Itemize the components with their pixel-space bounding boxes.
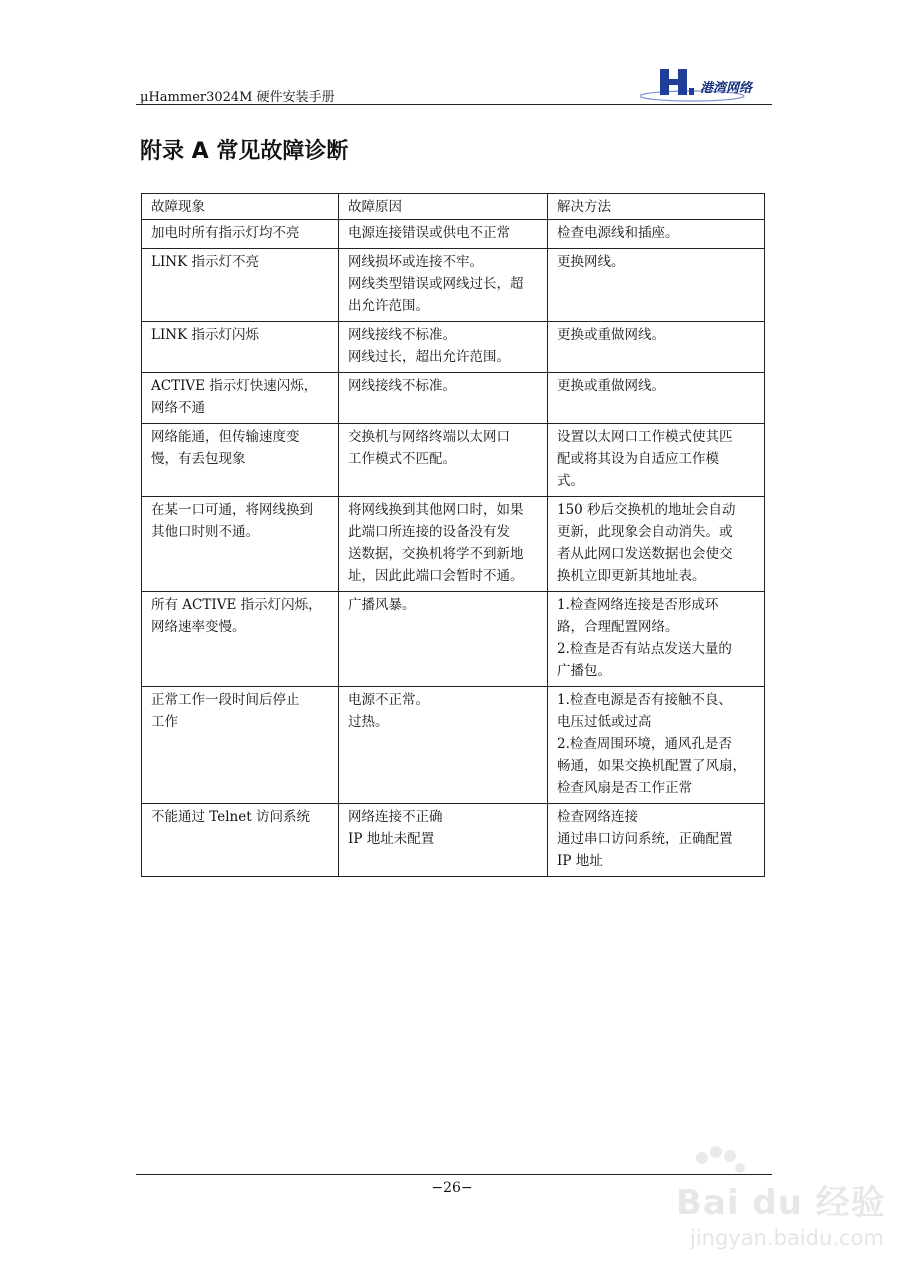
table-row: [142, 322, 765, 373]
cause-line: 址，因此此端口会暂时不通。: [348, 568, 524, 584]
solution-line: 2.检查周围环境，通风孔是否: [557, 736, 732, 752]
header-divider: [136, 104, 772, 105]
table-row: [142, 592, 765, 687]
solution-line: 2.检查是否有站点发送大量的: [557, 641, 732, 657]
symptom-line: 网络能通，但传输速度变: [151, 429, 300, 445]
symptom-line: 网络速率变慢。: [151, 619, 246, 635]
cell-cause: [339, 373, 548, 424]
cause-line: 电源不正常。: [348, 692, 429, 708]
table-row: [142, 249, 765, 322]
cell-solution: [548, 373, 765, 424]
document-header-title: μHammer3024M 硬件安装手册: [140, 90, 335, 105]
solution-line: 更换网线。: [557, 254, 625, 270]
cell-symptom: [142, 497, 339, 592]
symptom-line: LINK 指示灯闪烁: [151, 327, 259, 343]
solution-line: 配或将其设为自适应工作模: [557, 451, 719, 467]
cell-solution: [548, 687, 765, 804]
symptom-line: 加电时所有指示灯均不亮: [151, 225, 300, 241]
solution-line: 1.检查网络连接是否形成环: [557, 597, 719, 613]
company-logo: [640, 66, 770, 102]
cause-line: 网线过长，超出允许范围。: [348, 349, 510, 365]
cell-symptom: [142, 592, 339, 687]
cause-line: IP 地址未配置: [348, 831, 435, 847]
cell-solution: [548, 804, 765, 877]
table-header-row: [142, 194, 765, 220]
solution-line: 更换或重做网线。: [557, 378, 665, 394]
header-symptom: 故障现象: [142, 194, 339, 220]
solution-line: 更换或重做网线。: [557, 327, 665, 343]
cell-cause: [339, 424, 548, 497]
solution-line: 路，合理配置网络。: [557, 619, 679, 635]
cause-line: 广播风暴。: [348, 597, 416, 613]
table-row: [142, 424, 765, 497]
table-row: [142, 687, 765, 804]
symptom-line: 网络不通: [151, 400, 205, 416]
header-cause: 故障原因: [339, 194, 548, 220]
symptom-line: 慢，有丢包现象: [151, 451, 246, 467]
cause-line: 送数据，交换机将学不到新地: [348, 546, 524, 562]
symptom-line: 在某一口可通，将网线换到: [151, 502, 313, 518]
page-number: −26−: [431, 1180, 473, 1196]
table-row: [142, 220, 765, 249]
solution-line: 换机立即更新其地址表。: [557, 568, 706, 584]
solution-line: IP 地址: [557, 853, 603, 869]
solution-line: 电压过低或过高: [557, 714, 652, 730]
cell-symptom: [142, 687, 339, 804]
watermark-url: jingyan.baidu.com: [690, 1226, 884, 1250]
cause-line: 过热。: [348, 714, 389, 730]
cell-symptom: [142, 249, 339, 322]
cell-cause: [339, 220, 548, 249]
page-title: 附录 A 常见故障诊断: [140, 139, 349, 164]
table-row: [142, 804, 765, 877]
solution-line: 检查网络连接: [557, 809, 638, 825]
cause-line: 电源连接错误或供电不正常: [348, 225, 510, 241]
cell-solution: [548, 220, 765, 249]
solution-line: 设置以太网口工作模式使其匹: [557, 429, 733, 445]
solution-line: 150 秒后交换机的地址会自动: [557, 502, 736, 518]
symptom-line: 其他口时则不通。: [151, 524, 259, 540]
solution-line: 广播包。: [557, 663, 611, 679]
cause-line: 工作模式不匹配。: [348, 451, 456, 467]
symptom-line: 正常工作一段时间后停止: [151, 692, 300, 708]
table-row: [142, 497, 765, 592]
table-row: [142, 373, 765, 424]
header-solution: 解决方法: [548, 194, 765, 220]
cell-symptom: [142, 424, 339, 497]
symptom-line: ACTIVE 指示灯快速闪烁，: [151, 378, 318, 394]
cell-symptom: [142, 373, 339, 424]
cell-solution: [548, 424, 765, 497]
solution-line: 检查电源线和插座。: [557, 225, 679, 241]
solution-line: 通过串口访问系统，正确配置: [557, 831, 733, 847]
cell-symptom: [142, 804, 339, 877]
symptom-line: 所有 ACTIVE 指示灯闪烁，: [151, 597, 322, 613]
cell-symptom: [142, 220, 339, 249]
cause-line: 网络连接不正确: [348, 809, 443, 825]
watermark: [640, 1140, 890, 1270]
solution-line: 1.检查电源是否有接触不良、: [557, 692, 732, 708]
logo-text: 港湾网络: [700, 81, 753, 96]
cause-line: 交换机与网络终端以太网口: [348, 429, 510, 445]
cell-solution: [548, 322, 765, 373]
solution-line: 畅通，如果交换机配置了风扇，: [557, 758, 746, 774]
cell-cause: [339, 322, 548, 373]
cell-cause: [339, 497, 548, 592]
cause-line: 此端口所连接的设备没有发: [348, 524, 510, 540]
cell-symptom: [142, 322, 339, 373]
symptom-line: 不能通过 Telnet 访问系统: [151, 809, 310, 825]
cell-solution: [548, 592, 765, 687]
symptom-line: 工作: [151, 714, 178, 730]
cell-cause: [339, 687, 548, 804]
solution-line: 式。: [557, 473, 584, 489]
symptom-line: LINK 指示灯不亮: [151, 254, 259, 270]
cell-cause: [339, 249, 548, 322]
cause-line: 网线损坏或连接不牢。: [348, 254, 483, 270]
cause-line: 网线类型错误或网线过长，超: [348, 276, 524, 292]
cell-cause: [339, 592, 548, 687]
solution-line: 更新，此现象会自动消失。或: [557, 524, 733, 540]
watermark-text: Bai du 经验: [676, 1183, 886, 1223]
cell-cause: [339, 804, 548, 877]
cell-solution: [548, 497, 765, 592]
fault-diagnosis-table: [141, 193, 765, 877]
solution-line: 检查风扇是否工作正常: [557, 780, 692, 796]
cause-line: 出允许范围。: [348, 298, 429, 314]
solution-line: 者从此网口发送数据也会使交: [557, 546, 733, 562]
cause-line: 将网线换到其他网口时，如果: [348, 502, 524, 518]
cause-line: 网线接线不标准。: [348, 378, 456, 394]
cause-line: 网线接线不标准。: [348, 327, 456, 343]
cell-solution: [548, 249, 765, 322]
